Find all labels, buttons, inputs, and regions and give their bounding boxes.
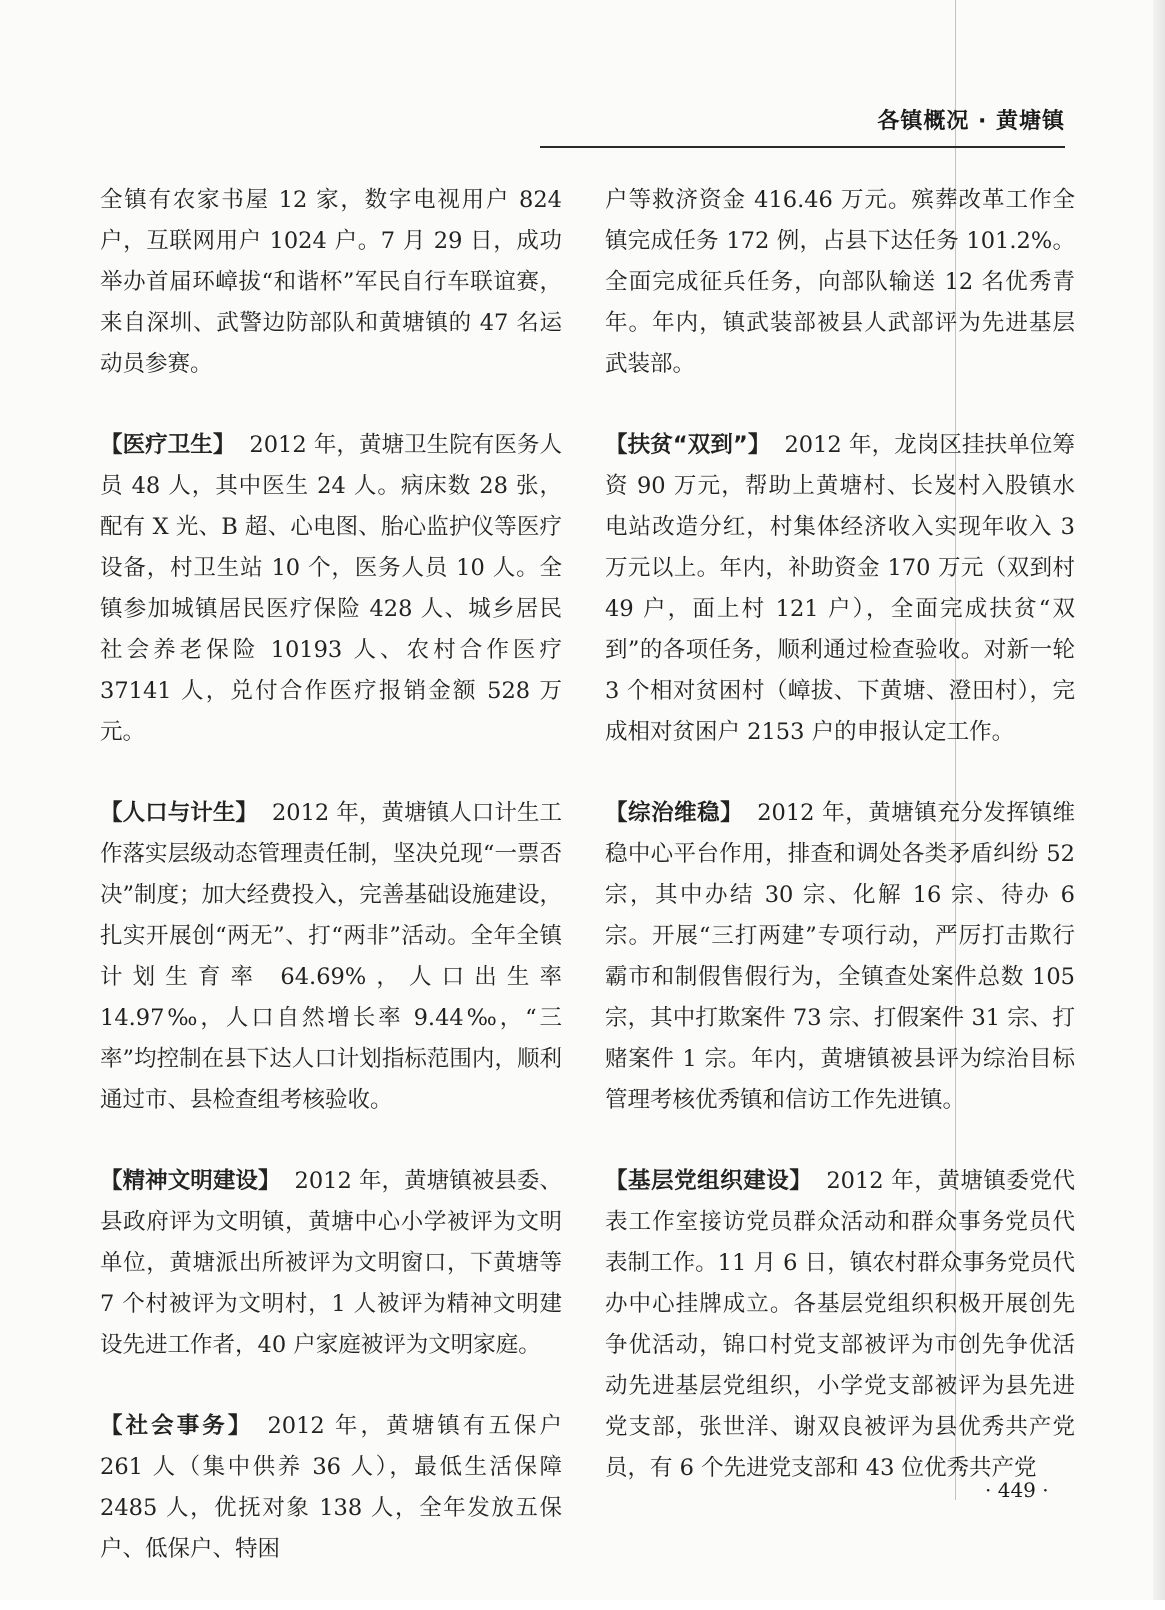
section-body-civilization: 2012 年，黄塘镇被县委、县政府评为文明镇，黄塘中心小学被评为文明单位，黄塘派出所被评为文明窗口，下黄塘等 7 个村被评为文明村，1 人被评为精神文明建设先进工作者，40 户家庭被评为文明家庭。 [100, 1168, 562, 1358]
section-title-party-building: 【基层党组织建设】 [605, 1168, 813, 1194]
section-social-affairs [100, 1406, 562, 1570]
section-party-building [605, 1161, 1075, 1489]
section-title-stability: 【综治维稳】 [605, 800, 744, 826]
section-medical [100, 425, 562, 753]
running-header: 各镇概况 · 黄塘镇 [877, 109, 1065, 134]
section-title-civilization: 【精神文明建设】 [100, 1168, 281, 1194]
section-civilization [100, 1161, 562, 1366]
section-title-social-affairs: 【社会事务】 [100, 1413, 254, 1439]
left-column [100, 180, 562, 1610]
section-body-poverty: 2012 年，龙岗区挂扶单位筹资 90 万元，帮助上黄塘村、长岌村入股镇水电站改造分红，村集体经济收入实现年收入 3 万元以上。年内，补助资金 170 万元（双到村 49 户，面上村 121 户），全面完成扶贫“双到”的各项任务，顺利通过检查验收。对新一轮 3 个相对贫困村（嶂拔、下黄塘、澄田村），完成相对贫困户 2153 户的申报认定工作。 [605, 432, 1075, 745]
section-body-social-affairs: 2012 年，黄塘镇有五保户 261 人（集中供养 36 人），最低生活保障 2485 人，优抚对象 138 人，全年发放五保户、低保户、特困 [100, 1413, 562, 1562]
section-poverty [605, 425, 1075, 753]
page-number: · 449 · [985, 1478, 1049, 1502]
section-stability [605, 793, 1075, 1121]
section-title-poverty: 【扶贫“双到”】 [605, 432, 771, 458]
right-intro-paragraph: 户等救济资金 416.46 万元。殡葬改革工作全镇完成任务 172 例，占县下达任务 101.2%。全面完成征兵任务，向部队输送 12 名优秀青年。年内，镇武装部被县人武部评为先进基层武装部。 [605, 187, 1075, 377]
section-body-population: 2012 年，黄塘镇人口计生工作落实层级动态管理责任制，坚决兑现“一票否决”制度；加大经费投入，完善基础设施建设，扎实开展创“两无”、打“两非”活动。全年全镇计划生育率 64.69%，人口出生率 14.97‰，人口自然增长率 9.44‰，“三率”均控制在县下达人口计划指标范围内，顺利通过市、县检查组考核验收。 [100, 800, 562, 1113]
right-column [605, 180, 1075, 1529]
section-body-stability: 2012 年，黄塘镇充分发挥镇维稳中心平台作用，排查和调处各类矛盾纠纷 52 宗，其中办结 30 宗、化解 16 宗、待办 6 宗。开展“三打两建”专项行动，严厉打击欺行霸市和制假售假行为，全镇查处案件总数 105 宗，其中打欺案件 73 宗、打假案件 31 宗、打赌案件 1 宗。年内，黄塘镇被县评为综治目标管理考核优秀镇和信访工作先进镇。 [605, 800, 1075, 1113]
page-edge-shadow [1153, 0, 1165, 1600]
header-rule [540, 146, 1065, 148]
left-intro-paragraph: 全镇有农家书屋 12 家，数字电视用户 824 户，互联网用户 1024 户。7 月 29 日，成功举办首届环嶂拔“和谐杯”军民自行车联谊赛，来自深圳、武警边防部队和黄塘镇的 47 名运动员参赛。 [100, 187, 562, 377]
section-population [100, 793, 562, 1121]
section-body-party-building: 2012 年，黄塘镇委党代表工作室接访党员群众活动和群众事务党员代表制工作。11 月 6 日，镇农村群众事务党员代办中心挂牌成立。各基层党组织积极开展创先争优活动，锦口村党支部被评为市创先争优活动先进基层党组织，小学党支部被评为县先进党支部，张世洋、谢双良被评为县优秀共产党员，有 6 个先进党支部和 43 位优秀共产党 [605, 1168, 1075, 1481]
section-title-population: 【人口与计生】 [100, 800, 258, 826]
section-body-medical: 2012 年，黄塘卫生院有医务人员 48 人，其中医生 24 人。病床数 28 张，配有 X 光、B 超、心电图、胎心监护仪等医疗设备，村卫生站 10 个，医务人员 10 人。全镇参加城镇居民医疗保险 428 人、城乡居民社会养老保险 10193 人、农村合作医疗 37141 人，兑付合作医疗报销金额 528 万元。 [100, 432, 562, 745]
section-title-medical: 【医疗卫生】 [100, 432, 236, 458]
